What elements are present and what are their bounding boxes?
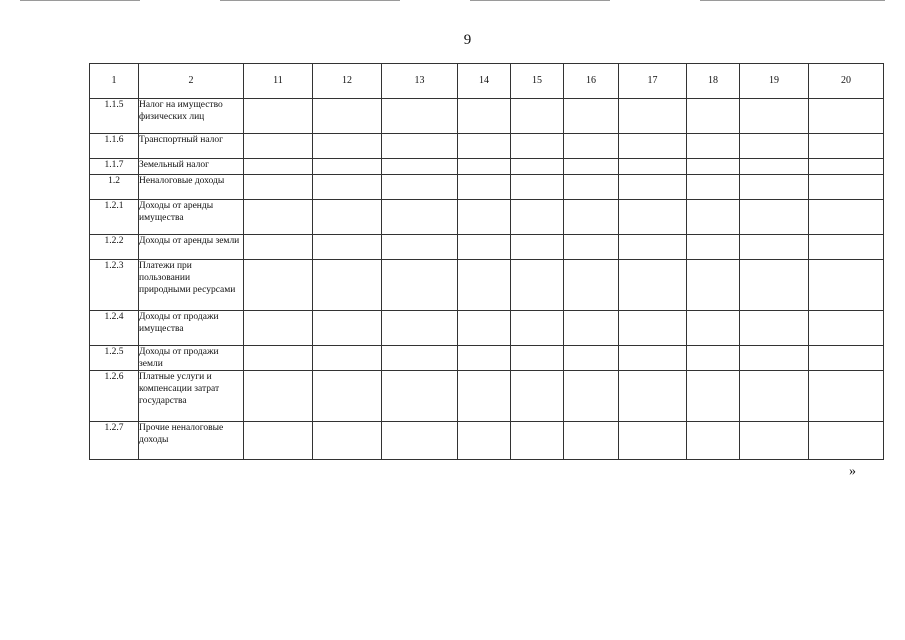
empty-cell	[313, 134, 382, 159]
empty-cell	[313, 371, 382, 422]
row-name: Доходы от продажи земли	[139, 346, 244, 371]
empty-cell	[382, 346, 458, 371]
empty-cell	[511, 311, 564, 346]
empty-cell	[740, 422, 809, 460]
empty-cell	[244, 134, 313, 159]
empty-cell	[511, 175, 564, 200]
column-header: 1	[90, 64, 139, 99]
row-name: Неналоговые доходы	[139, 175, 244, 200]
row-name: Платные услуги и компенсации затрат государства	[139, 371, 244, 422]
empty-cell	[564, 346, 619, 371]
row-name: Доходы от аренды имущества	[139, 200, 244, 235]
empty-cell	[619, 159, 687, 175]
empty-cell	[809, 235, 884, 260]
empty-cell	[687, 346, 740, 371]
empty-cell	[809, 260, 884, 311]
empty-cell	[511, 371, 564, 422]
empty-cell	[511, 346, 564, 371]
empty-cell	[809, 422, 884, 460]
empty-cell	[809, 346, 884, 371]
column-header: 19	[740, 64, 809, 99]
row-code: 1.2.2	[90, 235, 139, 260]
empty-cell	[687, 422, 740, 460]
table-row	[90, 159, 884, 175]
empty-cell	[511, 134, 564, 159]
empty-cell	[458, 159, 511, 175]
empty-cell	[313, 200, 382, 235]
empty-cell	[809, 159, 884, 175]
empty-cell	[564, 200, 619, 235]
empty-cell	[740, 371, 809, 422]
row-code: 1.1.5	[90, 99, 139, 134]
empty-cell	[740, 260, 809, 311]
empty-cell	[458, 175, 511, 200]
empty-cell	[809, 200, 884, 235]
table-row	[90, 346, 884, 371]
column-header: 18	[687, 64, 740, 99]
row-code: 1.2.3	[90, 260, 139, 311]
empty-cell	[382, 134, 458, 159]
table-row	[90, 311, 884, 346]
empty-cell	[458, 260, 511, 311]
row-name: Платежи при пользовании природными ресурсами	[139, 260, 244, 311]
empty-cell	[382, 422, 458, 460]
empty-cell	[511, 260, 564, 311]
empty-cell	[809, 175, 884, 200]
empty-cell	[809, 99, 884, 134]
empty-cell	[458, 346, 511, 371]
empty-cell	[313, 311, 382, 346]
empty-cell	[740, 235, 809, 260]
column-header: 12	[313, 64, 382, 99]
empty-cell	[313, 175, 382, 200]
continuation-mark: »	[849, 464, 856, 479]
empty-cell	[382, 200, 458, 235]
table-row	[90, 175, 884, 200]
row-name: Прочие неналоговые доходы	[139, 422, 244, 460]
empty-cell	[687, 311, 740, 346]
table-row	[90, 371, 884, 422]
row-name: Доходы от аренды земли	[139, 235, 244, 260]
empty-cell	[564, 159, 619, 175]
empty-cell	[809, 134, 884, 159]
empty-cell	[564, 99, 619, 134]
empty-cell	[511, 99, 564, 134]
empty-cell	[244, 200, 313, 235]
empty-cell	[511, 200, 564, 235]
empty-cell	[244, 371, 313, 422]
row-code: 1.2.4	[90, 311, 139, 346]
empty-cell	[619, 99, 687, 134]
empty-cell	[619, 422, 687, 460]
column-header: 17	[619, 64, 687, 99]
empty-cell	[313, 422, 382, 460]
empty-cell	[740, 346, 809, 371]
empty-cell	[244, 260, 313, 311]
empty-cell	[382, 235, 458, 260]
column-header: 14	[458, 64, 511, 99]
empty-cell	[458, 99, 511, 134]
empty-cell	[511, 159, 564, 175]
row-code: 1.2.6	[90, 371, 139, 422]
empty-cell	[313, 99, 382, 134]
empty-cell	[382, 99, 458, 134]
table-row	[90, 235, 884, 260]
empty-cell	[619, 200, 687, 235]
row-code: 1.1.6	[90, 134, 139, 159]
row-code: 1.2.5	[90, 346, 139, 371]
empty-cell	[244, 99, 313, 134]
table-row	[90, 422, 884, 460]
empty-cell	[619, 311, 687, 346]
empty-cell	[687, 371, 740, 422]
empty-cell	[687, 134, 740, 159]
empty-cell	[564, 311, 619, 346]
empty-cell	[564, 260, 619, 311]
empty-cell	[687, 159, 740, 175]
empty-cell	[564, 175, 619, 200]
empty-cell	[313, 159, 382, 175]
column-header: 16	[564, 64, 619, 99]
empty-cell	[244, 311, 313, 346]
empty-cell	[809, 371, 884, 422]
row-code: 1.1.7	[90, 159, 139, 175]
row-code: 1.2	[90, 175, 139, 200]
empty-cell	[619, 134, 687, 159]
empty-cell	[619, 260, 687, 311]
empty-cell	[687, 235, 740, 260]
empty-cell	[244, 346, 313, 371]
row-name: Транспортный налог	[139, 134, 244, 159]
empty-cell	[564, 235, 619, 260]
empty-cell	[619, 175, 687, 200]
empty-cell	[740, 311, 809, 346]
empty-cell	[740, 200, 809, 235]
column-header: 2	[139, 64, 244, 99]
column-header: 20	[809, 64, 884, 99]
empty-cell	[740, 99, 809, 134]
empty-cell	[458, 134, 511, 159]
empty-cell	[382, 260, 458, 311]
empty-cell	[458, 311, 511, 346]
column-header: 15	[511, 64, 564, 99]
revenue-table	[89, 63, 884, 460]
column-header: 11	[244, 64, 313, 99]
empty-cell	[740, 134, 809, 159]
empty-cell	[244, 159, 313, 175]
page-number: 9	[463, 32, 472, 48]
empty-cell	[458, 235, 511, 260]
empty-cell	[458, 371, 511, 422]
row-name: Доходы от продажи имущества	[139, 311, 244, 346]
empty-cell	[244, 422, 313, 460]
empty-cell	[511, 422, 564, 460]
empty-cell	[382, 371, 458, 422]
empty-cell	[313, 235, 382, 260]
empty-cell	[244, 235, 313, 260]
empty-cell	[313, 260, 382, 311]
empty-cell	[687, 99, 740, 134]
row-code: 1.2.1	[90, 200, 139, 235]
top-edge-rule	[0, 0, 905, 2]
table-row	[90, 134, 884, 159]
empty-cell	[619, 371, 687, 422]
empty-cell	[458, 422, 511, 460]
empty-cell	[382, 175, 458, 200]
empty-cell	[740, 175, 809, 200]
empty-cell	[809, 311, 884, 346]
empty-cell	[619, 346, 687, 371]
row-name: Земельный налог	[139, 159, 244, 175]
empty-cell	[740, 159, 809, 175]
row-name: Налог на имущество физических лиц	[139, 99, 244, 134]
empty-cell	[564, 134, 619, 159]
table-row	[90, 200, 884, 235]
table-row	[90, 99, 884, 134]
table-row	[90, 260, 884, 311]
empty-cell	[382, 311, 458, 346]
empty-cell	[313, 346, 382, 371]
empty-cell	[687, 175, 740, 200]
empty-cell	[564, 422, 619, 460]
column-header: 13	[382, 64, 458, 99]
table-body	[90, 99, 884, 460]
row-code: 1.2.7	[90, 422, 139, 460]
empty-cell	[244, 175, 313, 200]
empty-cell	[619, 235, 687, 260]
empty-cell	[511, 235, 564, 260]
empty-cell	[458, 200, 511, 235]
header-row	[90, 64, 884, 99]
empty-cell	[687, 200, 740, 235]
empty-cell	[687, 260, 740, 311]
empty-cell	[564, 371, 619, 422]
empty-cell	[382, 159, 458, 175]
